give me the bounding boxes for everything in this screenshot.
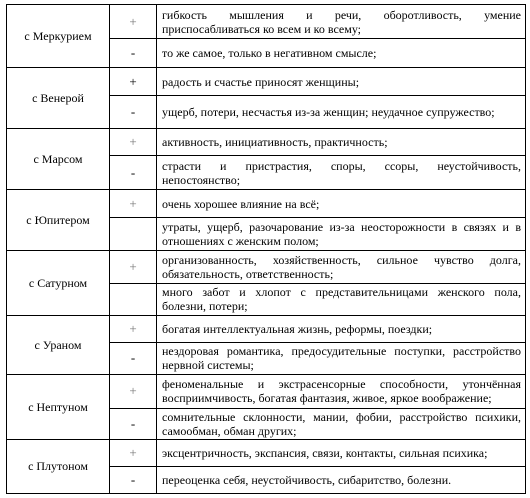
table-row — [7, 190, 526, 218]
planet-cell: с Нептуном — [7, 374, 110, 439]
sign-cell: + — [110, 190, 157, 218]
sign-cell: + — [110, 68, 157, 96]
description-cell: организованность, хозяйственность, сильное чувство долга, обязательность, ответственность; — [157, 251, 526, 283]
description-cell: то же самое, только в негативном смысле; — [157, 39, 526, 68]
description-cell: утраты, ущерб, разочарование из-за неосторожности в связях и в отношениях с женским полом; — [157, 218, 526, 251]
table-row — [7, 5, 526, 39]
description-cell: переоценка себя, неустойчивость, сибаритство, болезни. — [157, 466, 526, 493]
description-cell: много забот и хлопот с представительницами женского пола, болезни, потери; — [157, 283, 526, 315]
sign-cell: - — [110, 342, 157, 374]
table-row — [7, 374, 526, 408]
description-cell: феноменальные и экстрасенсорные способности, утончённая восприимчивость, богатая фантазия, живое, яркое воображение; — [157, 374, 526, 408]
sign-cell: + — [110, 129, 157, 156]
planet-cell: с Венерой — [7, 68, 110, 129]
sign-cell: - — [110, 156, 157, 190]
sign-cell: - — [110, 408, 157, 439]
sign-cell: - — [110, 466, 157, 493]
description-cell: активность, инициативность, практичность; — [157, 129, 526, 156]
sign-cell: + — [110, 5, 157, 39]
planet-aspects-table — [6, 4, 526, 494]
planet-cell: с Марсом — [7, 129, 110, 190]
table-row — [7, 439, 526, 466]
sign-cell: - — [110, 96, 157, 129]
planet-cell: с Меркурием — [7, 5, 110, 68]
description-cell: эксцентричность, экспансия, связи, контакты, сильная психика; — [157, 439, 526, 466]
table-row — [7, 129, 526, 156]
description-cell: нездоровая романтика, предосудительные поступки, расстройство нервной системы; — [157, 342, 526, 374]
sign-cell — [110, 283, 157, 315]
planet-cell: с Плутоном — [7, 439, 110, 493]
planet-cell: с Ураном — [7, 315, 110, 374]
sign-cell: + — [110, 374, 157, 408]
table-row — [7, 251, 526, 283]
sign-cell: - — [110, 39, 157, 68]
sign-cell: + — [110, 251, 157, 283]
description-cell: гибкость мышления и речи, оборотливость, умение приспосабливаться ко всем и ко всему; — [157, 5, 526, 39]
description-cell: очень хорошее влияние на всё; — [157, 190, 526, 218]
table-row — [7, 315, 526, 342]
description-cell: ущерб, потери, несчастья из-за женщин; неудачное супружество; — [157, 96, 526, 129]
planet-cell: с Юпитером — [7, 190, 110, 251]
sign-cell — [110, 218, 157, 251]
description-cell: сомнительные склонности, мании, фобии, расстройство психики, самообман, обман других; — [157, 408, 526, 439]
sign-cell: + — [110, 315, 157, 342]
description-cell: страсти и пристрастия, споры, ссоры, неустойчивость, непостоянство; — [157, 156, 526, 190]
description-cell: радость и счастье приносят женщины; — [157, 68, 526, 96]
sign-cell: + — [110, 439, 157, 466]
table-row — [7, 68, 526, 96]
planet-cell: с Сатурном — [7, 251, 110, 315]
description-cell: богатая интеллектуальная жизнь, реформы, поездки; — [157, 315, 526, 342]
